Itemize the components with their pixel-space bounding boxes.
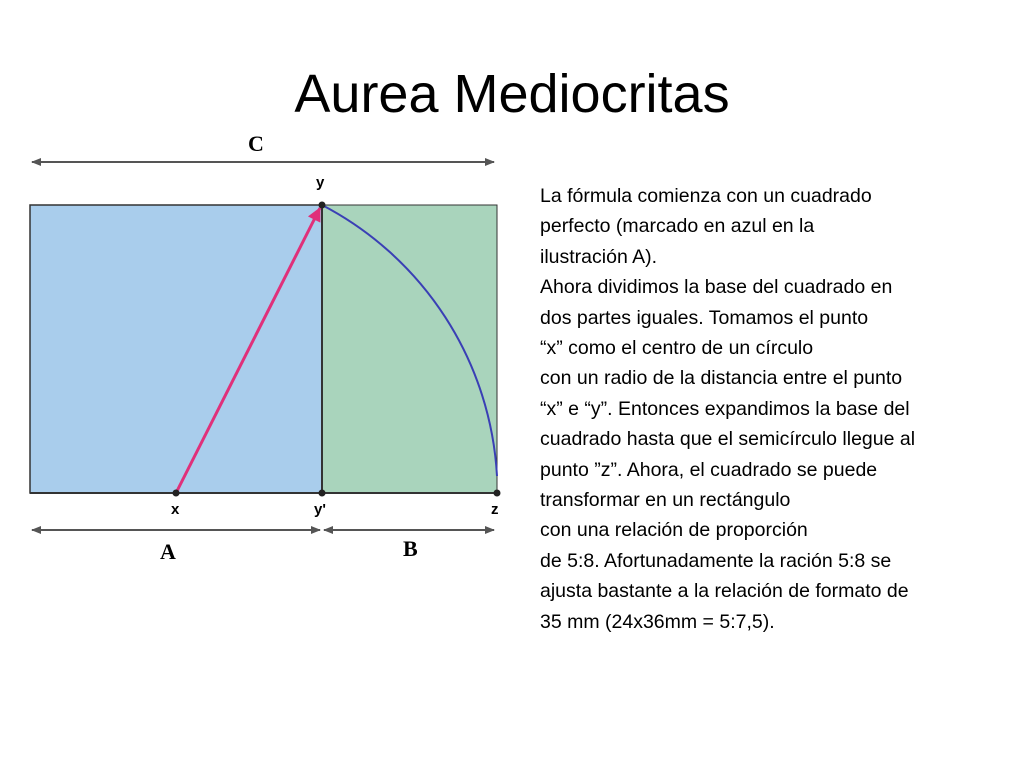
text-line: 35 mm (24x36mm = 5:7,5). <box>540 610 775 633</box>
label-b: B <box>403 536 418 561</box>
text-line: con un radio de la distancia entre el punto <box>540 367 903 390</box>
label-a: A <box>160 539 176 564</box>
golden-ratio-figure <box>22 126 512 576</box>
text-line: La fórmula comienza con un cuadrado <box>540 185 872 207</box>
point-y <box>319 202 326 209</box>
text-line: perfecto (marcado en azul en la <box>540 215 815 238</box>
text-line: ilustración A). <box>540 245 658 268</box>
text-line: transformar en un rectángulo <box>540 489 791 512</box>
text-line: de 5:8. Afortunadamente la ración 5:8 se <box>540 549 892 572</box>
label-z: z <box>491 501 499 518</box>
text-line: “x” e “y”. Entonces expandimos la base del <box>540 397 910 420</box>
text-line: ajusta bastante a la relación de formato de <box>540 580 909 603</box>
label-y-prime: y' <box>314 501 326 518</box>
golden-ratio-diagram <box>22 126 512 576</box>
blue-square <box>30 205 322 493</box>
green-extension <box>322 205 497 493</box>
label-x: x <box>171 501 180 518</box>
text-line: dos partes iguales. Tomamos el punto <box>540 306 869 329</box>
text-line: “x” como el centro de un círculo <box>540 337 814 360</box>
text-line: con una relación de proporción <box>540 519 808 542</box>
text-line: cuadrado hasta que el semicírculo llegue al <box>540 428 916 451</box>
slide-title: Aurea Mediocritas <box>294 64 730 124</box>
point-x <box>173 490 180 497</box>
text-line: Ahora dividimos la base del cuadrado en <box>540 276 893 299</box>
text-line: punto ”z”. Ahora, el cuadrado se puede <box>540 458 878 481</box>
label-c: C <box>248 131 264 156</box>
point-y-prime <box>319 490 326 497</box>
label-y: y <box>316 174 325 191</box>
point-z <box>494 490 501 497</box>
explanation-text <box>540 181 1010 637</box>
